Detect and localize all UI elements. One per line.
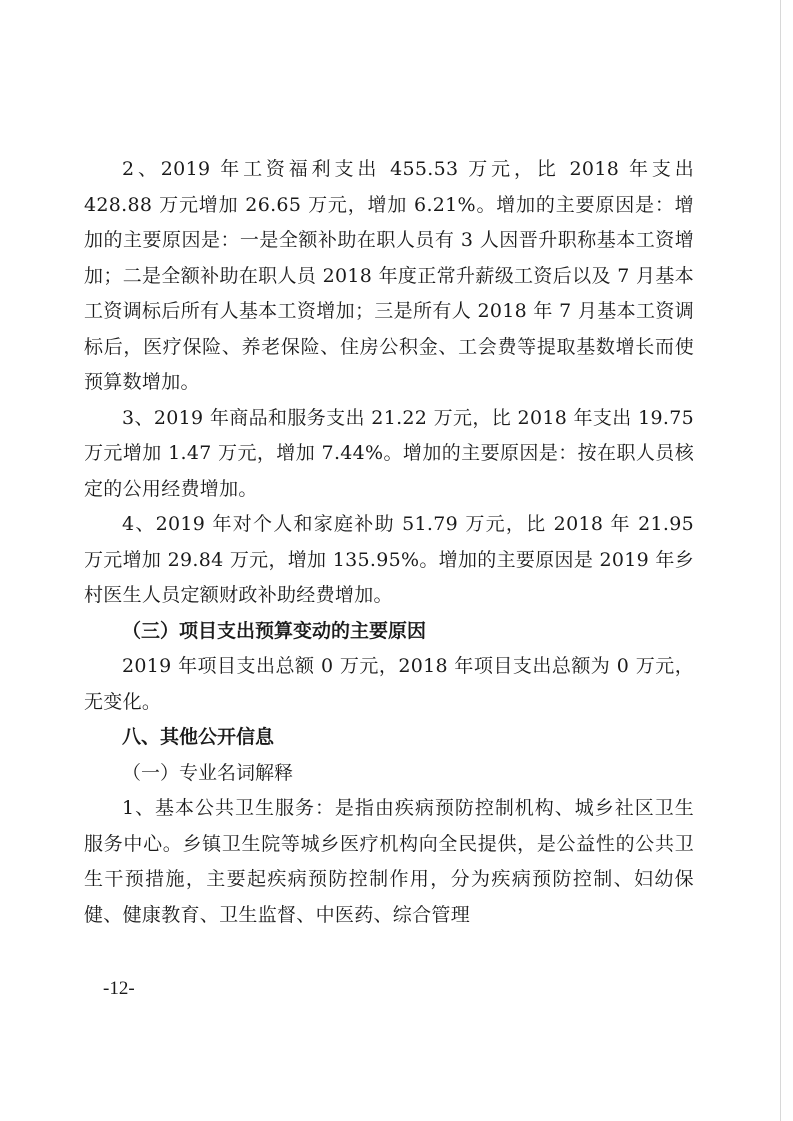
heading-project-expenditure: （三）项目支出预算变动的主要原因 bbox=[122, 619, 427, 642]
page-edge-line bbox=[780, 0, 781, 1121]
heading-terms: （一）专业名词解释 bbox=[122, 761, 294, 784]
heading-other-info: 八、其他公开信息 bbox=[122, 726, 275, 748]
paragraph-wages: 2、2019 年工资福利支出 455.53 万元，比 2018 年支出 428.88 万元增加 26.65 万元，增加 6.21%。增加的主要原因是：增加的主要原因是：一是全额补助在职人员有 3 人因晋升职称基本工资增加；二是全额补助在职人员 2018 年度正常升薪级工资后以及 7 月基本工资调标后所有人基本工资增加；三是所有人 2018 年 7 月基本工资调标后，医疗保险、养老保险、住房公积金、工会费等提取基数增长而使预算数增加。 bbox=[84, 158, 694, 393]
paragraph-term-public-health: 1、基本公共卫生服务：是指由疾病预防控制机构、城乡社区卫生服务中心。乡镇卫生院等城乡医疗机构向全民提供，是公益性的公共卫生干预措施，主要起疾病预防控制作用，分为疾病预防控制、妇幼保健、健康教育、卫生监督、中医药、综合管理 bbox=[84, 797, 694, 926]
page-number: -12- bbox=[103, 978, 135, 999]
paragraph-household-subsidy: 4、2019 年对个人和家庭补助 51.79 万元，比 2018 年 21.95 万元增加 29.84 万元，增加 135.95%。增加的主要原因是 2019 年乡村医生人员定额财政补助经费增加。 bbox=[84, 513, 694, 606]
document-body bbox=[84, 152, 694, 933]
paragraph-project-expenditure: 2019 年项目支出总额 0 万元，2018 年项目支出总额为 0 万元，无变化。 bbox=[84, 655, 694, 713]
paragraph-goods-services: 3、2019 年商品和服务支出 21.22 万元，比 2018 年支出 19.75 万元增加 1.47 万元，增加 7.44%。增加的主要原因是：按在职人员核定的公用经费增加。 bbox=[84, 406, 694, 500]
